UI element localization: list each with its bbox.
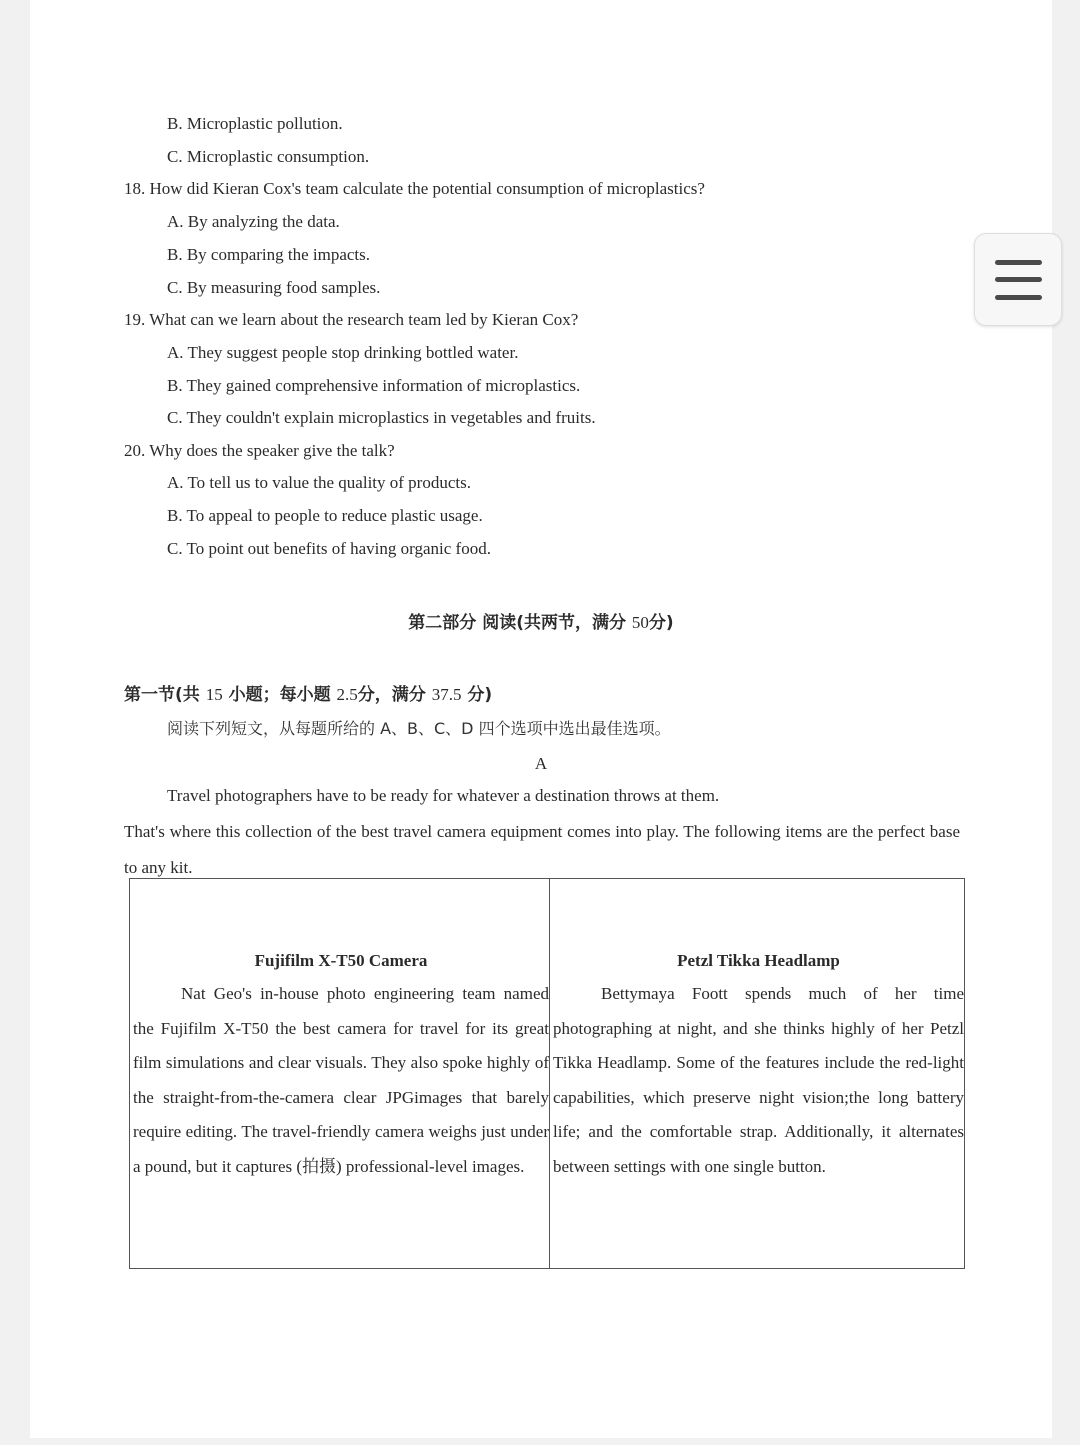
section-one-per-score: 2.5: [336, 685, 358, 704]
q18-option-c: C. By measuring food samples.: [167, 278, 381, 297]
headlamp-cell: [550, 879, 964, 1268]
passage-intro-line-1: Travel photographers have to be ready for whatever a destination throws at them.: [167, 786, 720, 805]
passage-letter: A: [534, 754, 548, 773]
part-two-heading-text: 第二部分 阅读(共两节，满分: [408, 613, 626, 633]
section-one-text-4: 分): [467, 685, 493, 705]
hamburger-menu-button[interactable]: [974, 233, 1062, 326]
equipment-table: [129, 878, 965, 1269]
document-page: [30, 0, 1052, 1438]
section-one-count: 15: [205, 685, 223, 704]
headlamp-title: Petzl Tikka Headlamp: [677, 951, 840, 970]
reading-instruction: 阅读下列短文，从每题所给的 A、B、C、D 四个选项中选出最佳选项。: [167, 719, 671, 738]
q19-option-b: B. They gained comprehensive information of microplastics.: [167, 376, 581, 395]
section-one-text-1: 第一节(共: [124, 685, 200, 705]
section-one-text-2: 小题；每小题: [228, 685, 331, 705]
part-two-heading-end: 分): [648, 613, 674, 633]
camera-description: Nat Geo's in-house photo engineering team named the Fujifilm X-T50 the best camera for travel for its great film simulations and clear visuals. They also spoke highly of the straight-from-the-camera clear JPGimages that barely require editing. The travel-friendly camera weighs just under a pound, but it captures (拍摄) professional-level images.: [133, 984, 549, 1176]
part-two-heading: [30, 612, 1052, 634]
q18-stem: 18. How did Kieran Cox's team calculate the potential consumption of microplastics?: [124, 179, 705, 198]
q18-option-a: A. By analyzing the data.: [167, 212, 340, 231]
q19-option-a: A. They suggest people stop drinking bottled water.: [167, 343, 519, 362]
section-one-heading: [124, 684, 492, 706]
q17-option-b: B. Microplastic pollution.: [167, 114, 343, 133]
q19-stem: 19. What can we learn about the research team led by Kieran Cox?: [124, 310, 579, 329]
q20-option-c: C. To point out benefits of having organic food.: [167, 539, 491, 558]
camera-title: Fujifilm X-T50 Camera: [254, 951, 428, 970]
section-one-total-score: 37.5: [431, 685, 462, 704]
q20-stem: 20. Why does the speaker give the talk?: [124, 441, 395, 460]
q20-option-b: B. To appeal to people to reduce plastic usage.: [167, 506, 483, 525]
headlamp-description: Bettymaya Foott spends much of her time photographing at night, and she thinks highly of her Petzl Tikka Headlamp. Some of the features include the red-light capabilities, which preserve night vision;the long battery life; and the comfortable strap. Additionally, it alternates between settings with one single button.: [553, 984, 964, 1176]
passage-intro-paragraph: That's where this collection of the best travel camera equipment comes into play. The following items are the perfect base to any kit.: [124, 822, 960, 877]
q18-option-b: B. By comparing the impacts.: [167, 245, 371, 264]
q17-option-c: C. Microplastic consumption.: [167, 147, 370, 166]
q20-option-a: A. To tell us to value the quality of products.: [167, 473, 471, 492]
section-one-text-3: 分，满分: [357, 685, 426, 705]
part-two-score: 50: [631, 613, 649, 632]
camera-cell: [130, 879, 550, 1268]
q19-option-c: C. They couldn't explain microplastics in vegetables and fruits.: [167, 408, 596, 427]
